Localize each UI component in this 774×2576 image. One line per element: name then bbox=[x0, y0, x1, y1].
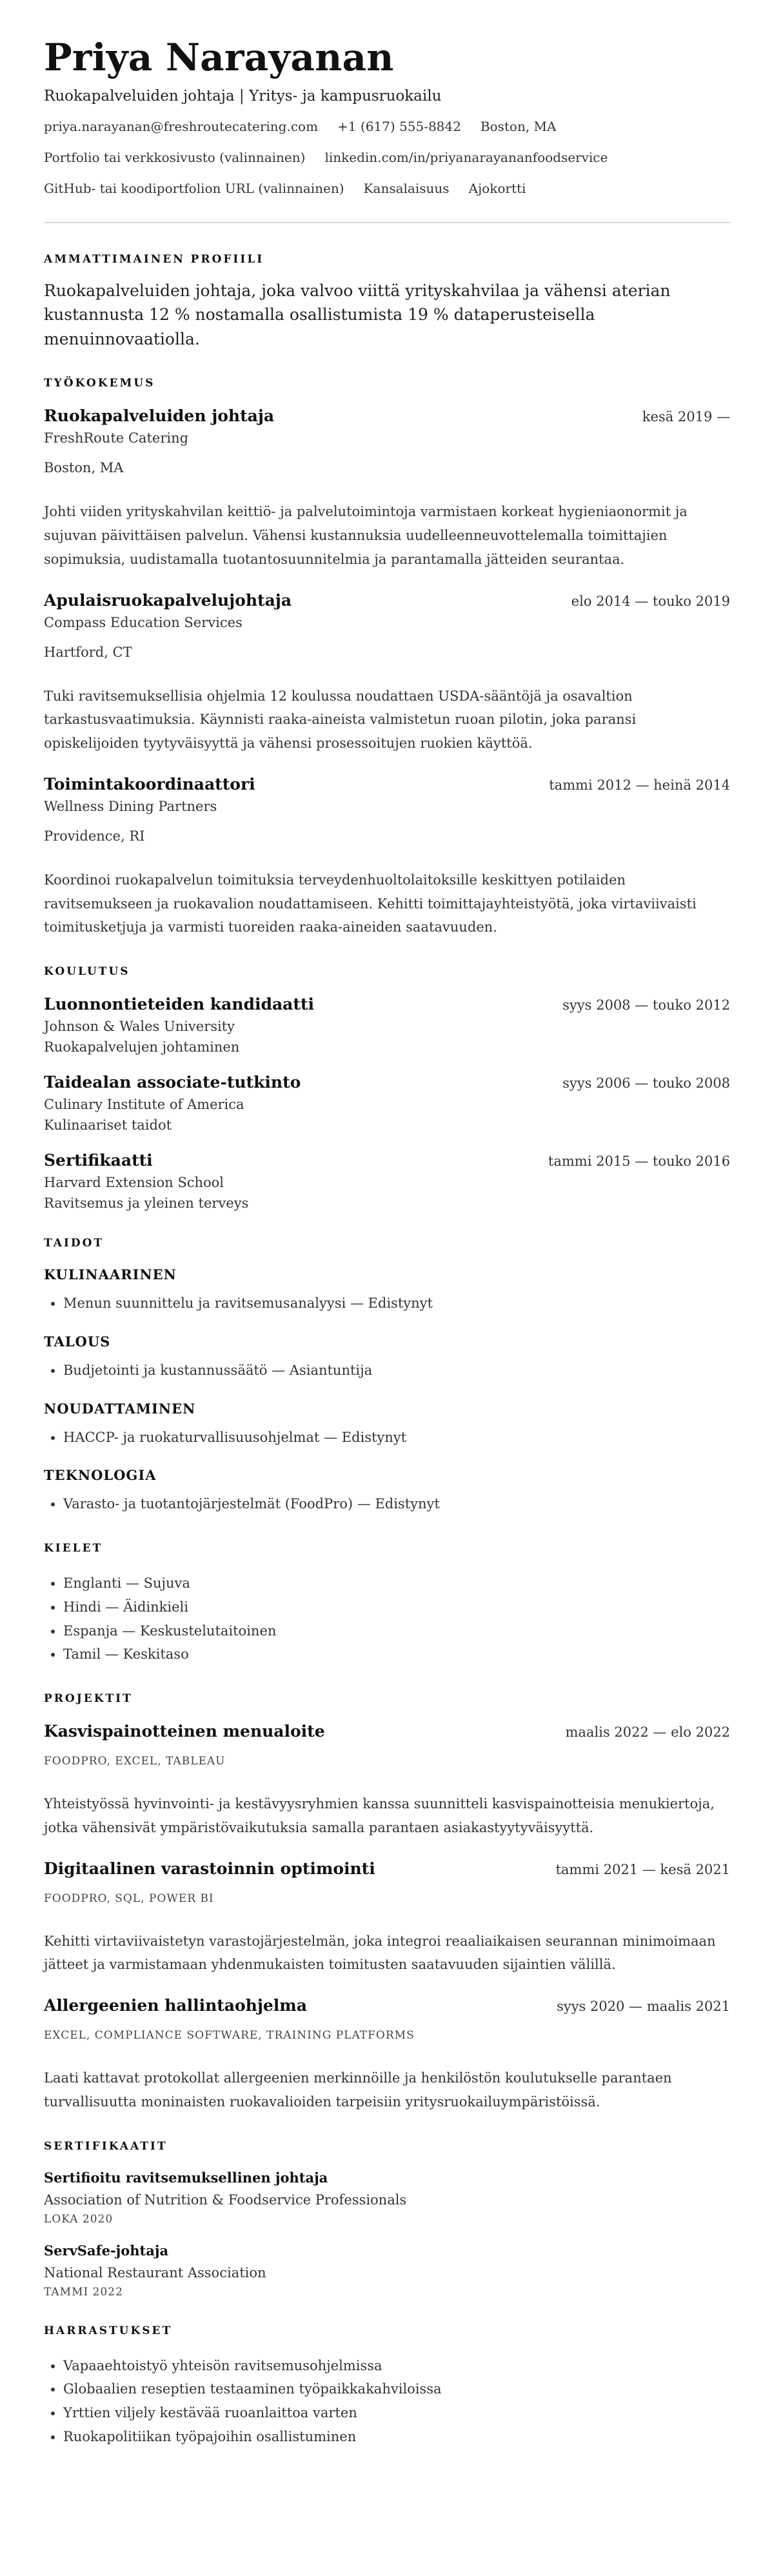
company-name: FreshRoute Catering bbox=[44, 430, 189, 446]
experience-entry bbox=[44, 591, 730, 755]
header-divider bbox=[44, 222, 730, 223]
hobby-item: • Yrttien viljely kestävää ruoanlaittoa varten bbox=[63, 2401, 730, 2425]
language-list bbox=[44, 1572, 730, 1666]
skill-group bbox=[44, 1266, 730, 1315]
linkedin-link[interactable]: linkedin.com/in/priyanarayananfoodservice bbox=[324, 149, 608, 165]
section-title: HARRASTUKSET bbox=[44, 2324, 173, 2337]
project-tech: FOODPRO, SQL, POWER BI bbox=[44, 1892, 214, 1905]
certification-org: Association of Nutrition & Foodservice Professionals bbox=[44, 2192, 407, 2208]
skill-item: • Menun suunnittelu ja ravitsemusanalyysi — Edistynyt bbox=[63, 1292, 730, 1315]
section-title: TYÖKOKEMUS bbox=[44, 377, 155, 390]
skill-group bbox=[44, 1401, 730, 1450]
school-name: Harvard Extension School bbox=[44, 1175, 224, 1191]
education-dates: syys 2008 — touko 2012 bbox=[562, 997, 730, 1013]
candidate-tagline: Ruokapalveluiden johtaja | Yritys- ja kampusruokailu bbox=[44, 87, 442, 105]
school-name: Johnson & Wales University bbox=[44, 1019, 235, 1035]
project-entry bbox=[44, 1859, 730, 1977]
hobby-list bbox=[44, 2354, 730, 2449]
certification-date: TAMMI 2022 bbox=[44, 2285, 123, 2299]
company-name: Wellness Dining Partners bbox=[44, 798, 217, 814]
certification-name: ServSafe-johtaja bbox=[44, 2242, 169, 2259]
job-dates: kesä 2019 — bbox=[642, 409, 730, 425]
certifications-section bbox=[44, 2140, 730, 2299]
project-dates: maalis 2022 — elo 2022 bbox=[565, 1724, 730, 1741]
section-title: SERTIFIKAATIT bbox=[44, 2139, 168, 2153]
project-tech: EXCEL, COMPLIANCE SOFTWARE, TRAINING PLATFORMS bbox=[44, 2029, 415, 2042]
degree-title: Luonnontieteiden kandidaatti bbox=[44, 995, 314, 1014]
job-title: Ruokapalveluiden johtaja bbox=[44, 406, 275, 426]
education-entry bbox=[44, 995, 730, 1055]
experience-section bbox=[44, 377, 730, 939]
degree-title: Sertifikaatti bbox=[44, 1151, 153, 1170]
citizenship: Kansalaisuus bbox=[363, 180, 450, 196]
skill-group bbox=[44, 1467, 730, 1516]
experience-entry bbox=[44, 775, 730, 939]
portfolio-link[interactable]: Portfolio tai verkkosivusto (valinnainen) bbox=[44, 149, 306, 165]
hobbies-section bbox=[44, 2324, 730, 2449]
skills-section bbox=[44, 1237, 730, 1516]
education-dates: tammi 2015 — touko 2016 bbox=[548, 1153, 730, 1170]
skill-item: • Budjetointi ja kustannussäätö — Asiantuntija bbox=[63, 1359, 730, 1383]
contact-row-2 bbox=[44, 150, 730, 165]
skill-category: KULINAARINEN bbox=[44, 1266, 177, 1283]
job-description: Koordinoi ruokapalvelun toimituksia terveydenhuoltolaitoksille keskittyen potilaiden ravitsemukseen ja ruokavalion noudattamiseen. Kehitti toimittajayhteistyötä, joka virtaviivaisti toimitusketjuja ja varmisti tuoreiden raaka-aineiden saatavuuden. bbox=[44, 872, 697, 935]
skill-item: • Varasto- ja tuotantojärjestelmät (FoodPro) — Edistynyt bbox=[63, 1492, 730, 1516]
education-dates: syys 2006 — touko 2008 bbox=[562, 1075, 730, 1092]
study-field: Kulinaariset taidot bbox=[44, 1117, 172, 1133]
skill-category: TALOUS bbox=[44, 1333, 111, 1350]
candidate-name: Priya Narayanan bbox=[44, 35, 394, 79]
job-description: Tuki ravitsemuksellisia ohjelmia 12 koulussa noudattaen USDA-sääntöjä ja osavaltion tarkastusvaatimuksia. Käynnisti raaka-aineista valmistetun ruoan pilotin, joka paransi opiskelijoiden tyytyväisyyttä ja vähensi prosessoitujen ruokien käyttöä. bbox=[44, 688, 637, 752]
hobby-item: • Globaalien reseptien testaaminen työpaikkakahviloissa bbox=[63, 2377, 730, 2401]
skill-item: • HACCP- ja ruokaturvallisuusohjelmat — Edistynyt bbox=[63, 1426, 730, 1450]
project-name: Allergeenien hallintaohjelma bbox=[44, 1996, 307, 2015]
skill-category: TEKNOLOGIA bbox=[44, 1467, 157, 1484]
project-description: Yhteistyössä hyvinvointi- ja kestävyysryhmien kanssa suunnitteli kasvispainotteisia menukiertoja, jotka vähensivät ympäristövaikutuksia samalla parantaen asiakastyytyväisyyttä. bbox=[44, 1796, 715, 1835]
degree-title: Taidealan associate-tutkinto bbox=[44, 1073, 301, 1092]
section-title: TAIDOT bbox=[44, 1237, 104, 1250]
job-location: Boston, MA bbox=[44, 460, 124, 476]
languages-section bbox=[44, 1542, 730, 1666]
project-dates: syys 2020 — maalis 2021 bbox=[556, 1999, 730, 2015]
phone-number: +1 (617) 555-8842 bbox=[337, 118, 461, 134]
education-section bbox=[44, 965, 730, 1211]
hobby-item: • Ruokapolitiikan työpajoihin osallistuminen bbox=[63, 2425, 730, 2449]
project-entry bbox=[44, 1722, 730, 1840]
project-name: Kasvispainotteinen menualoite bbox=[44, 1722, 325, 1741]
certification-entry bbox=[44, 2170, 730, 2226]
certification-date: LOKA 2020 bbox=[44, 2212, 114, 2226]
certification-org: National Restaurant Association bbox=[44, 2264, 266, 2281]
project-dates: tammi 2021 — kesä 2021 bbox=[555, 1861, 730, 1877]
job-location: Providence, RI bbox=[44, 828, 145, 844]
section-title: KOULUTUS bbox=[44, 965, 130, 979]
project-description: Kehitti virtaviivaistetyn varastojärjestelmän, joka integroi reaaliaikaisen seurannan minimoimaan jätteet ja varmistamaan yhdenmukaisten toimitusten saatavuuden sijaintien välillä. bbox=[44, 1933, 716, 1973]
education-entry bbox=[44, 1073, 730, 1133]
job-dates: elo 2014 — touko 2019 bbox=[571, 593, 730, 609]
contact-row-3 bbox=[44, 181, 730, 196]
contact-row-1 bbox=[44, 119, 730, 134]
project-tech: FOODPRO, EXCEL, TABLEAU bbox=[44, 1755, 226, 1768]
job-dates: tammi 2012 — heinä 2014 bbox=[549, 777, 730, 793]
hobby-item: • Vapaaehtoistyö yhteisön ravitsemusohjelmissa bbox=[63, 2354, 730, 2378]
experience-entry bbox=[44, 406, 730, 571]
profile-section bbox=[44, 253, 730, 352]
project-name: Digitaalinen varastoinnin optimointi bbox=[44, 1859, 375, 1878]
language-item: • Hindi — Äidinkieli bbox=[63, 1595, 730, 1619]
school-name: Culinary Institute of America bbox=[44, 1097, 244, 1113]
language-item: • Tamil — Keskitaso bbox=[63, 1642, 730, 1666]
company-name: Compass Education Services bbox=[44, 614, 243, 630]
education-entry bbox=[44, 1151, 730, 1211]
section-title: KIELET bbox=[44, 1542, 103, 1555]
section-title: PROJEKTIT bbox=[44, 1692, 133, 1706]
project-entry bbox=[44, 1996, 730, 2114]
job-location: Hartford, CT bbox=[44, 644, 132, 660]
job-title: Toimintakoordinaattori bbox=[44, 774, 255, 794]
email-link[interactable]: priya.narayanan@freshroutecatering.com bbox=[44, 118, 319, 134]
language-item: • Englanti — Sujuva bbox=[63, 1572, 730, 1595]
github-link[interactable]: GitHub- tai koodiportfolion URL (valinnainen) bbox=[44, 180, 344, 196]
projects-section bbox=[44, 1692, 730, 2114]
job-description: Johti viiden yrityskahvilan keittiö- ja palvelutoimintoja varmistaen korkeat hygieniaonormit ja sujuvan päivittäisen palvelun. Vähensi kustannuksia uudelleenneuvottelemalla toimittajien sopimuksia, uudistamalla tuotantosuunnitelmia ja parantamalla jätteiden seurantaa. bbox=[44, 504, 688, 567]
language-item: • Espanja — Keskustelutaitoinen bbox=[63, 1619, 730, 1643]
section-title: AMMATTIMAINEN PROFIILI bbox=[44, 252, 264, 266]
drivers-license: Ajokortti bbox=[468, 180, 526, 196]
skill-group bbox=[44, 1333, 730, 1383]
certification-name: Sertifioitu ravitsemuksellinen johtaja bbox=[44, 2169, 328, 2186]
project-description: Laati kattavat protokollat allergeenien merkinnöille ja henkilöstön koulutukselle parantaen turvallisuutta moninaisten ruokavalioiden tarpeisiin yritysruokailuympäristöissä. bbox=[44, 2070, 672, 2110]
certification-entry bbox=[44, 2242, 730, 2299]
study-field: Ruokapalvelujen johtaminen bbox=[44, 1039, 240, 1055]
study-field: Ravitsemus ja yleinen terveys bbox=[44, 1195, 249, 1212]
job-title: Apulaisruokapalvelujohtaja bbox=[44, 590, 292, 610]
profile-summary: Ruokapalveluiden johtaja, joka valvoo viittä yrityskahvilaa ja vähensi aterian kustannusta 12 % nostamalla osallistumista 19 % dataperusteisella menuinnovaatiolla. bbox=[44, 281, 671, 348]
skill-category: NOUDATTAMINEN bbox=[44, 1400, 196, 1417]
location: Boston, MA bbox=[480, 118, 557, 134]
